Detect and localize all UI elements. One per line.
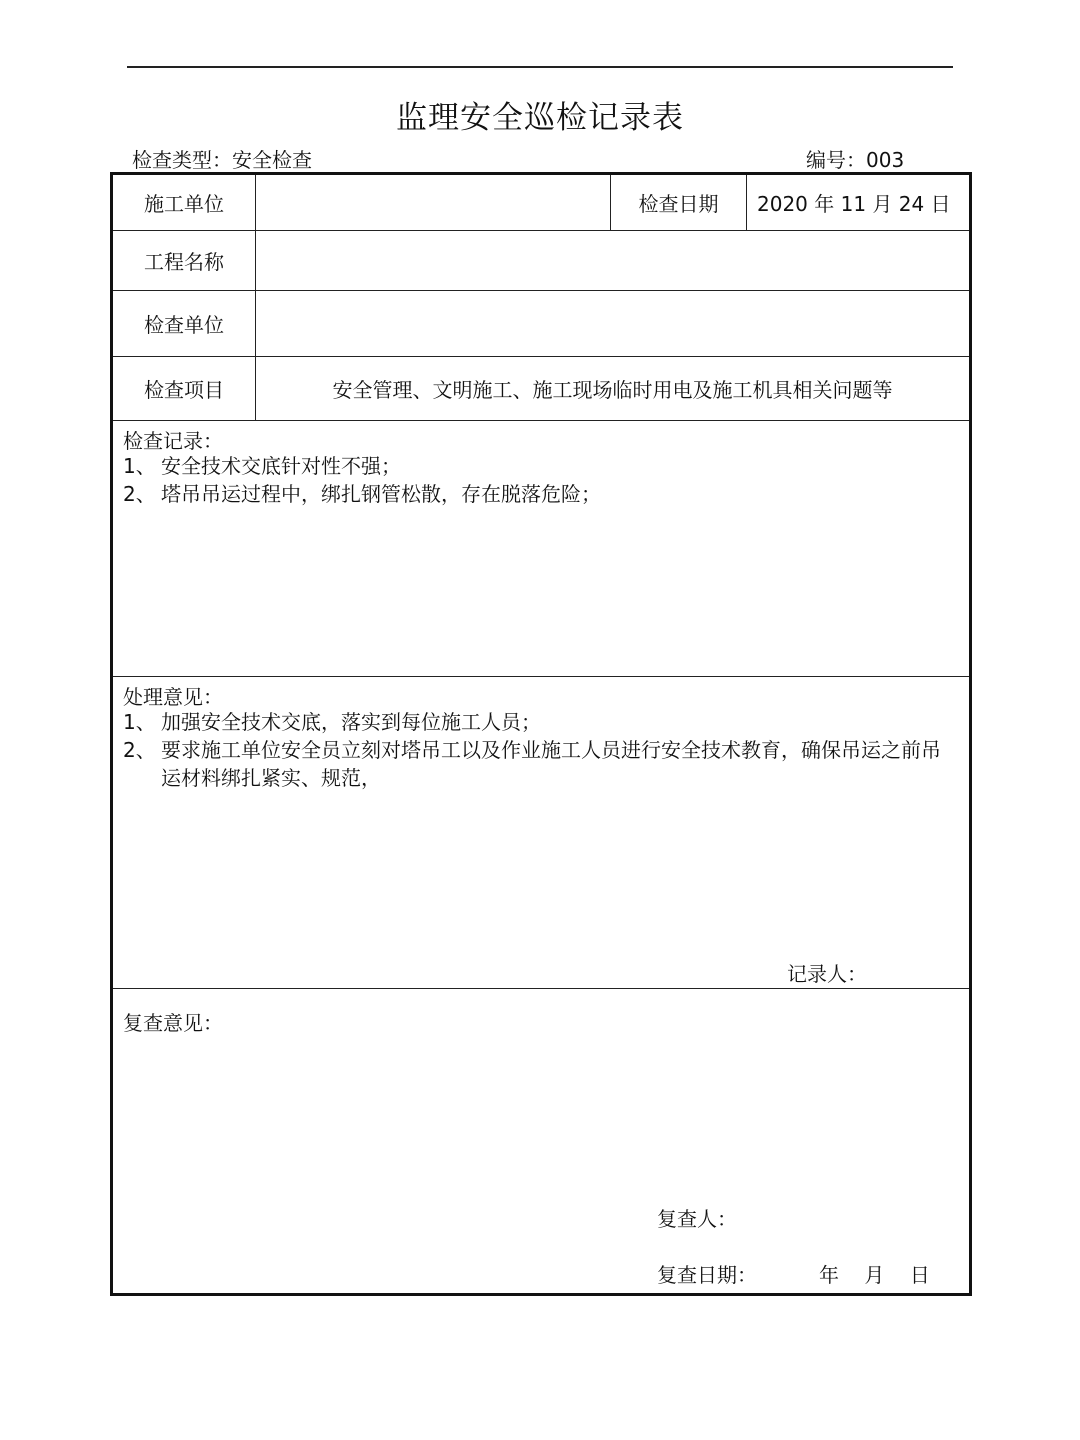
document-title: 监理安全巡检记录表 <box>396 100 684 136</box>
list-item-number: 1、 <box>123 710 156 734</box>
row-project-name <box>113 231 969 291</box>
list-item-number: 1、 <box>123 454 156 478</box>
construction-unit-value[interactable] <box>256 175 610 230</box>
serial-number: 编号：003 <box>806 148 905 172</box>
list-item <box>123 708 959 736</box>
recheck-section <box>113 989 969 1293</box>
recorder-label: 记录人： <box>787 962 867 986</box>
inspection-unit-label: 检查单位 <box>113 291 256 356</box>
list-item <box>123 452 959 480</box>
row-inspection-items <box>113 357 969 421</box>
list-item <box>123 480 959 508</box>
list-item-text: 塔吊吊运过程中，绑扎钢管松散，存在脱落危险； <box>161 482 601 506</box>
project-name-label: 工程名称 <box>113 231 256 290</box>
row-construction-unit <box>113 175 969 231</box>
row-inspection-unit <box>113 291 969 357</box>
list-item <box>123 736 959 792</box>
inspection-form <box>110 172 972 1296</box>
list-item-number: 2、 <box>123 482 156 506</box>
list-item-number: 2、 <box>123 738 156 762</box>
inspection-type: 检查类型：安全检查 <box>132 148 312 172</box>
recheck-date-label: 复查日期： <box>657 1263 757 1287</box>
list-item-text: 加强安全技术交底，落实到每位施工人员； <box>161 710 541 734</box>
list-item-text: 安全技术交底针对性不强； <box>161 454 401 478</box>
handling-opinion-heading: 处理意见： <box>123 685 223 709</box>
list-item-text: 要求施工单位安全员立刻对塔吊工以及作业施工人员进行安全技术教育，确保吊运之前吊运材料绑扎紧实、规范， <box>161 738 941 790</box>
reviewer-label: 复查人： <box>657 1207 737 1231</box>
inspection-date-label: 检查日期 <box>610 175 746 230</box>
handling-opinion-list <box>123 708 959 792</box>
inspection-items-value: 安全管理、文明施工、施工现场临时用电及施工机具相关问题等 <box>332 378 893 402</box>
inspection-record-section <box>113 421 969 677</box>
handling-opinion-section <box>113 677 969 989</box>
inspection-date-value[interactable]: 2020 年 11 月 24 日 <box>746 175 969 230</box>
inspection-record-list <box>123 452 959 508</box>
inspection-unit-value[interactable] <box>256 291 969 356</box>
inspection-record-heading: 检查记录： <box>123 429 223 453</box>
top-rule <box>127 66 953 68</box>
inspection-items-label: 检查项目 <box>113 357 256 420</box>
recheck-heading: 复查意见： <box>123 1011 223 1035</box>
recheck-date-placeholder: 年 月 日 <box>819 1263 930 1287</box>
project-name-value[interactable] <box>256 231 969 290</box>
construction-unit-label: 施工单位 <box>113 175 256 230</box>
